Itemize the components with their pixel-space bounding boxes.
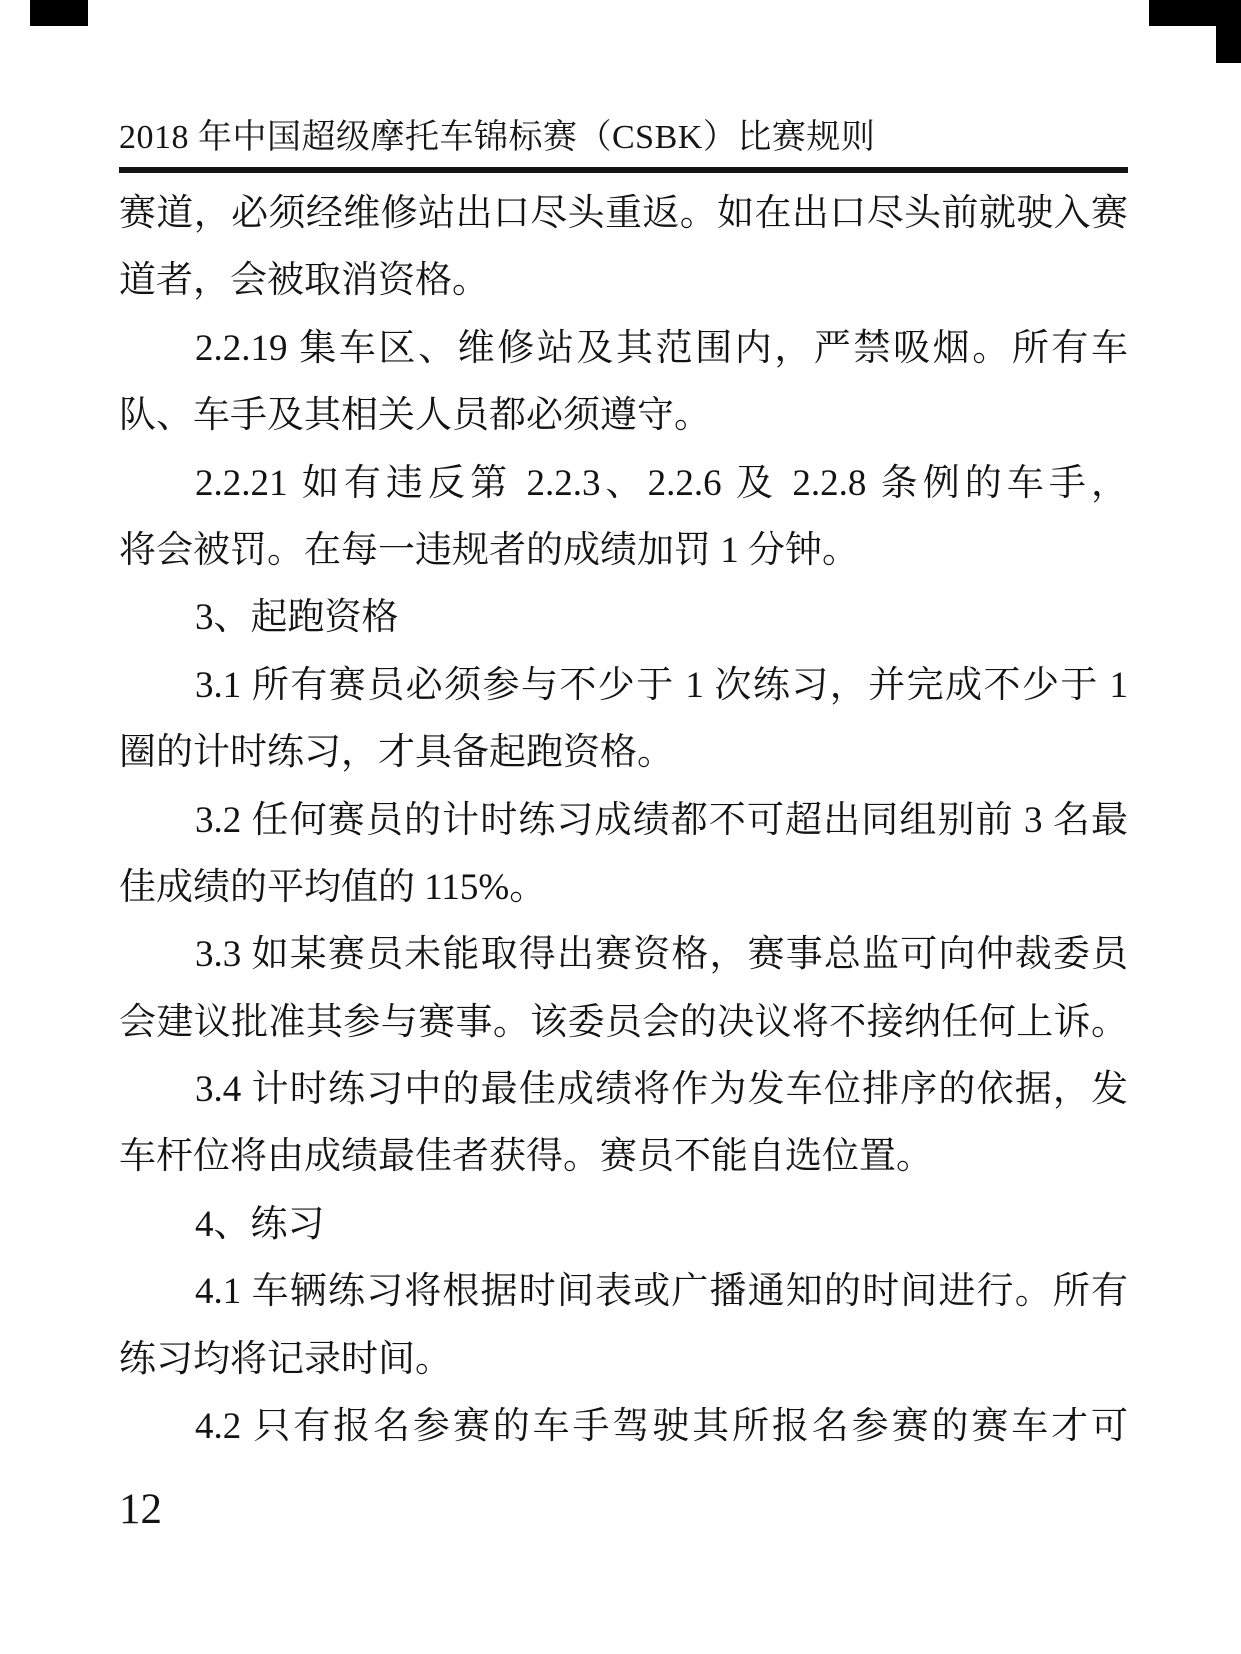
text-line: 道者，会被取消资格。 [119,260,489,302]
header-rule [119,167,1128,173]
text-line: 2.2.21 如有违反第 2.2.3、2.2.6 及 2.2.8 条例的车手， [195,462,1128,504]
text-line: 练习均将记录时间。 [119,1338,452,1380]
text-line: 车杆位将由成绩最佳者获得。赛员不能自选位置。 [119,1136,933,1178]
text-line: 会建议批准其参与赛事。该委员会的决议将不接纳任何上诉。 [119,1001,1128,1043]
scan-mark-top-right-vertical [1216,0,1241,63]
text-line: 赛道，必须经维修站出口尽头重返。如在出口尽头前就驶入赛 [119,193,1128,234]
page-header-title: 2018 年中国超级摩托车锦标赛（CSBK）比赛规则 [119,119,876,156]
text-line: 将会被罚。在每一违规者的成绩加罚 1 分钟。 [119,529,859,571]
text-line: 4、练习 [195,1203,325,1245]
text-line: 圈的计时练习，才具备起跑资格。 [119,732,674,774]
scan-mark-top-left [30,0,88,26]
text-line: 3.3 如某赛员未能取得出赛资格，赛事总监可向仲裁委员 [195,934,1128,976]
text-line: 队、车手及其相关人员都必须遵守。 [119,395,711,437]
body-text [119,180,1128,1460]
text-line: 佳成绩的平均值的 115%。 [119,866,547,908]
text-line: 4.1 车辆练习将根据时间表或广播通知的时间进行。所有 [195,1271,1128,1313]
page-number: 12 [119,1486,162,1533]
text-line: 3.1 所有赛员必须参与不少于 1 次练习，并完成不少于 1 [195,664,1128,706]
text-line: 3.2 任何赛员的计时练习成绩都不可超出同组别前 3 名最 [195,799,1128,841]
text-line: 4.2 只有报名参赛的车手驾驶其所报名参赛的赛车才可 [195,1406,1128,1448]
text-line: 2.2.19 集车区、维修站及其范围内，严禁吸烟。所有车 [195,327,1128,369]
text-line: 3.4 计时练习中的最佳成绩将作为发车位排序的依据，发 [195,1069,1128,1111]
text-line: 3、起跑资格 [195,597,399,639]
